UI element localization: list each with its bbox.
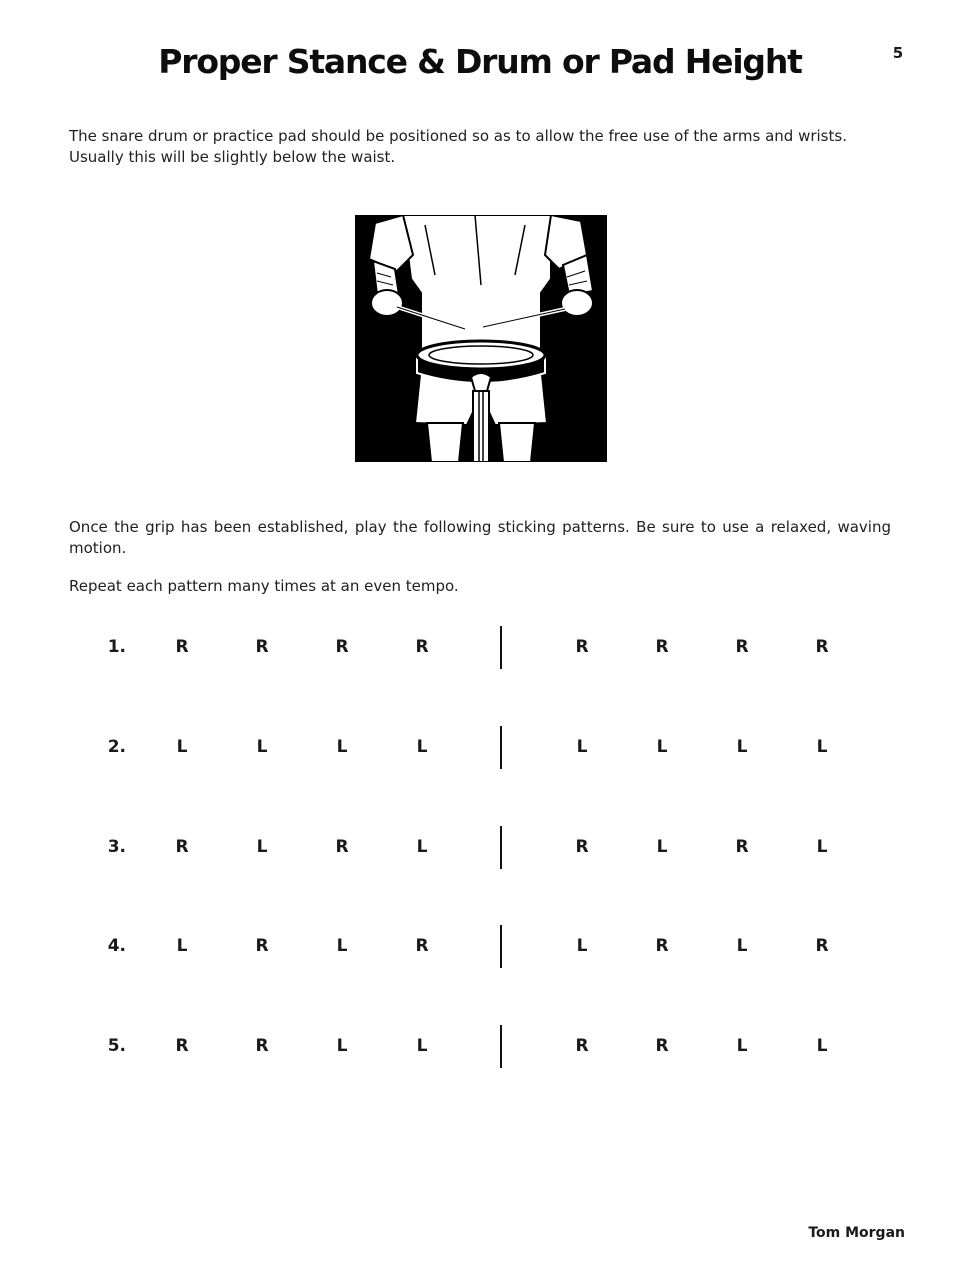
bar-line [500, 826, 502, 869]
sticking-second-half-note: R [815, 936, 829, 956]
repeat-instruction-paragraph: Repeat each pattern many times at an even tempo. [69, 577, 459, 595]
sticking-first-half-note: L [336, 936, 348, 956]
pattern-row [0, 1025, 960, 1069]
page-title: Proper Stance & Drum or Pad Height [158, 42, 802, 81]
sticking-second-half-note: L [816, 837, 828, 857]
sticking-second-half-note: R [575, 637, 589, 657]
sticking-second-half-note: R [735, 637, 749, 657]
sticking-second-half-note: L [656, 837, 668, 857]
sticking-second-half-note: R [655, 1036, 669, 1056]
sticking-second-half-note: R [575, 1036, 589, 1056]
pattern-number: 4. [107, 936, 126, 956]
sticking-first-half-note: L [176, 936, 188, 956]
sticking-first-half-note: R [415, 936, 429, 956]
pattern-row [0, 826, 960, 870]
sticking-second-half-note: L [656, 737, 668, 757]
sticking-second-half-note: L [736, 1036, 748, 1056]
sticking-second-half-note: L [736, 737, 748, 757]
sticking-second-half-note: R [655, 637, 669, 657]
intro-paragraph: The snare drum or practice pad should be positioned so as to allow the free use of the arms and wrists. Usually this will be slightly below the waist. [69, 127, 847, 166]
pattern-number: 3. [107, 837, 126, 857]
sticking-first-half-note: R [255, 1036, 269, 1056]
pattern-number: 2. [107, 737, 126, 757]
sticking-second-half-note: L [816, 1036, 828, 1056]
sticking-first-half-note: L [256, 737, 268, 757]
grip-instruction-paragraph: Once the grip has been established, play the following sticking patterns. Be sure to use a relaxed, waving motion. [69, 518, 891, 557]
sticking-first-half-note: R [175, 637, 189, 657]
sticking-second-half-note: L [576, 737, 588, 757]
sticking-first-half-note: R [175, 1036, 189, 1056]
sticking-second-half-note: L [576, 936, 588, 956]
sticking-first-half-note: R [335, 837, 349, 857]
sticking-first-half-note: L [416, 837, 428, 857]
pattern-row [0, 925, 960, 969]
pattern-number: 5. [107, 1036, 126, 1056]
bar-line [500, 626, 502, 669]
bar-line [500, 925, 502, 968]
sticking-first-half-note: R [255, 936, 269, 956]
sticking-second-half-note: L [816, 737, 828, 757]
sticking-first-half-note: L [416, 737, 428, 757]
page-number: 5 [892, 44, 904, 62]
sticking-first-half-note: R [175, 837, 189, 857]
sticking-second-half-note: R [575, 837, 589, 857]
sticking-first-half-note: L [256, 837, 268, 857]
sticking-second-half-note: R [815, 637, 829, 657]
sticking-second-half-note: R [735, 837, 749, 857]
pattern-row [0, 626, 960, 670]
bar-line [500, 1025, 502, 1068]
bar-line [500, 726, 502, 769]
sticking-first-half-note: L [336, 737, 348, 757]
pattern-row [0, 726, 960, 770]
author-name: Tom Morgan [808, 1225, 905, 1241]
sticking-second-half-note: L [736, 936, 748, 956]
sticking-first-half-note: R [335, 637, 349, 657]
sticking-first-half-note: L [416, 1036, 428, 1056]
sticking-first-half-note: L [176, 737, 188, 757]
sticking-first-half-note: R [255, 637, 269, 657]
sticking-second-half-note: R [655, 936, 669, 956]
sticking-first-half-note: L [336, 1036, 348, 1056]
pattern-number: 1. [107, 637, 126, 657]
sticking-first-half-note: R [415, 637, 429, 657]
